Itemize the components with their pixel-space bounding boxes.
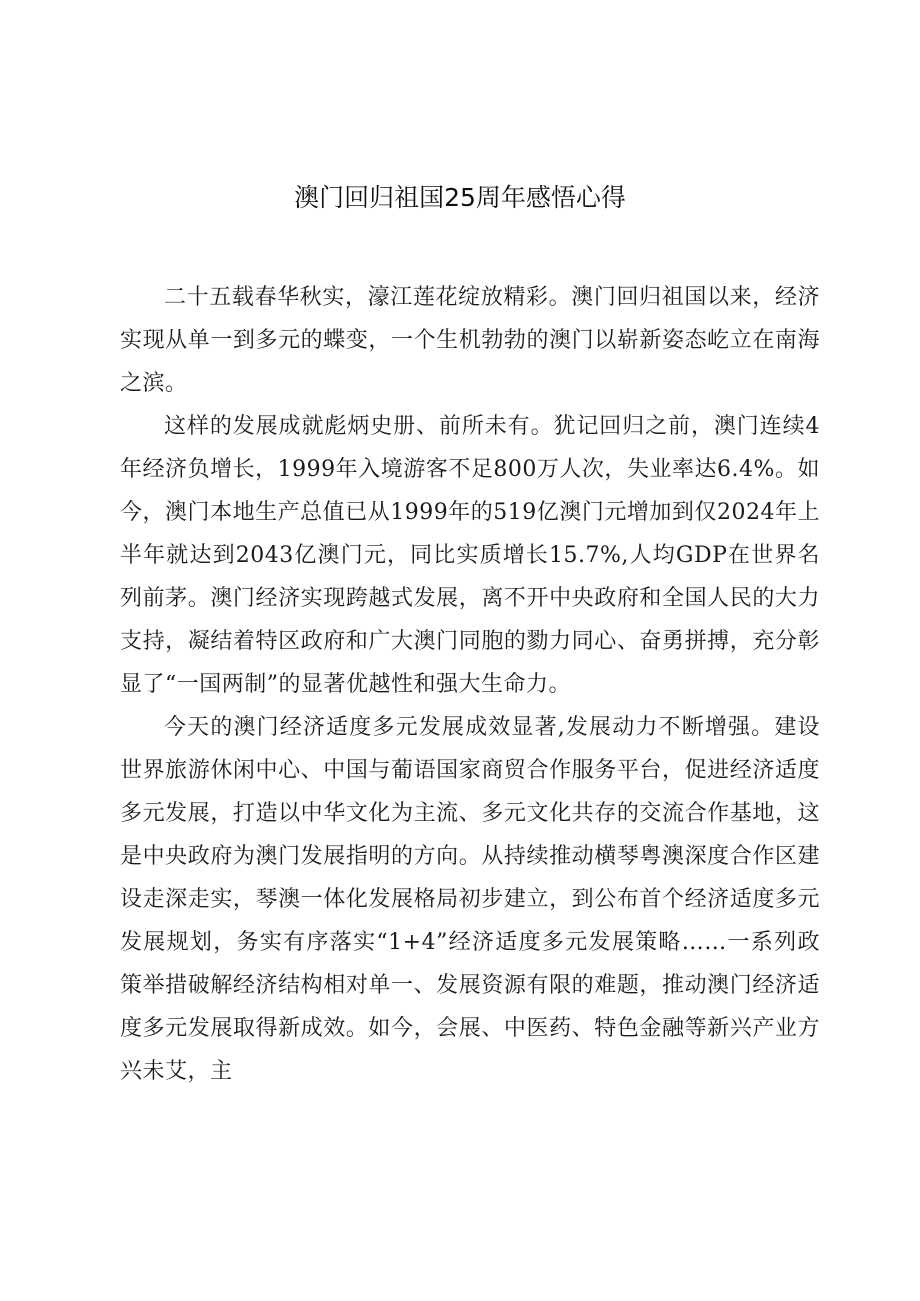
document-body — [120, 276, 820, 1093]
paragraph-2: 这样的发展成就彪炳史册、前所未有。犹记回归之前，澳门连续4年经济负增长，1999年入境游客不足800万人次，失业率达6.4%。如今，澳门本地生产总值已从1999年的519亿澳门元增加到仅2024年上半年就达到2043亿澳门元，同比实质增长15.7%,人均GDP在世界名列前茅。澳门经济实现跨越式发展，离不开中央政府和全国人民的大力支持，凝结着特区政府和广大澳门同胞的勠力同心、奋勇拼搏，充分彰显了“一国两制”的显著优越性和强大生命力。 — [120, 414, 820, 697]
paragraph-3: 今天的澳门经济适度多元发展成效显著,发展动力不断增强。建设世界旅游休闲中心、中国与葡语国家商贸合作服务平台，促进经济适度多元发展，打造以中华文化为主流、多元文化共存的交流合作基地，这是中央政府为澳门发展指明的方向。从持续推动横琴粤澳深度合作区建设走深走实，琴澳一体化发展格局初步建立，到公布首个经济适度多元发展规划，务实有序落实“1+4”经济适度多元发展策略……一系列政策举措破解经济结构相对单一、发展资源有限的难题，推动澳门经济适度多元发展取得新成效。如今，会展、中医药、特色金融等新兴产业方兴未艾，主 — [120, 715, 820, 1084]
paragraph-1: 二十五载春华秋实，濠江莲花绽放精彩。澳门回归祖国以来，经济实现从单一到多元的蝶变，一个生机勃勃的澳门以崭新姿态屹立在南海之滨。 — [120, 285, 820, 396]
document-title: 澳门回归祖国25周年感悟心得 — [294, 183, 626, 212]
